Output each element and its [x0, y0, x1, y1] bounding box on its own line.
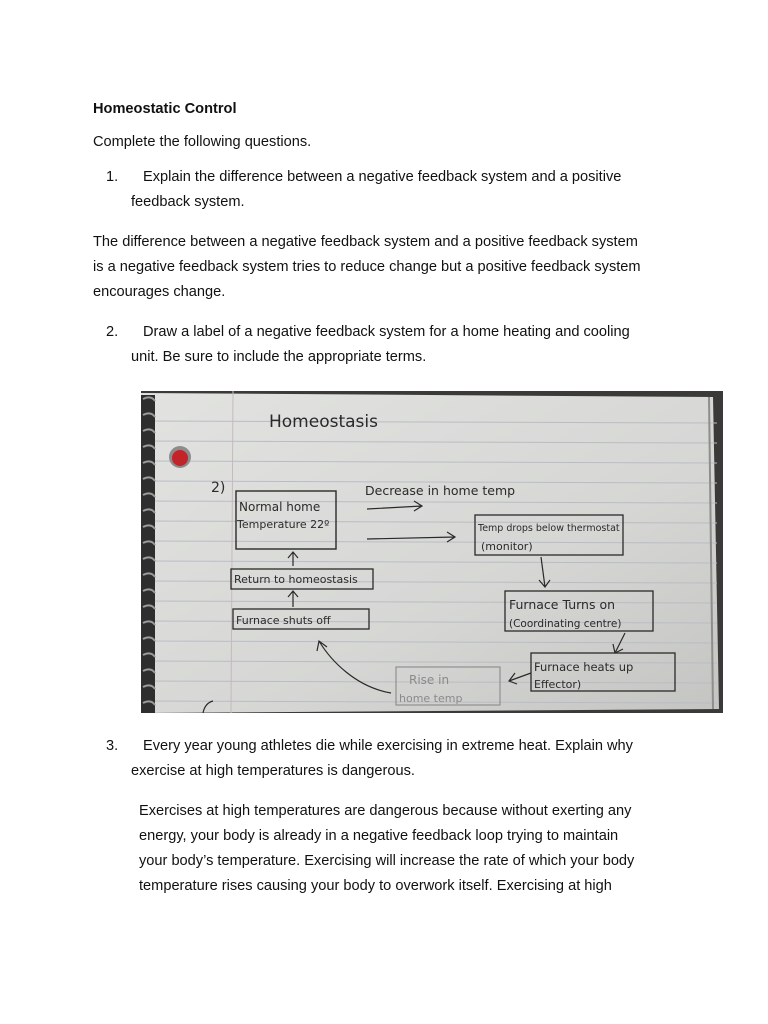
sketch-rise-line1: Rise in [409, 673, 450, 687]
question-number: 1. [106, 169, 119, 185]
sketch-furnace-heats: Furnace heats up [534, 660, 634, 674]
question-number: 3. [106, 738, 119, 754]
sketch-temp-drops: Temp drops below thermostat [478, 523, 620, 534]
answer-line: temperature rises causing your body to overwork itself. Exercising at high [139, 878, 612, 894]
sketch-rise-line2: home temp [399, 692, 463, 705]
document-title: Homeostatic Control [93, 101, 237, 117]
answer-line: The difference between a negative feedback system and a positive feedback system [93, 234, 638, 250]
answer-3 [139, 799, 699, 899]
feedback-diagram-photo [141, 391, 723, 713]
question-number: 2. [106, 324, 119, 340]
sketch-normal-line1: Normal home [239, 500, 321, 514]
question-3 [106, 734, 633, 784]
sketch-effector: Effector) [534, 678, 582, 691]
question-text: Every year young athletes die while exercising in extreme heat. Explain why [143, 738, 633, 754]
question-text: Explain the difference between a negative feedback system and a positive [143, 169, 622, 185]
question-text: Draw a label of a negative feedback system for a home heating and cooling [143, 324, 630, 340]
question-1 [106, 165, 621, 215]
answer-1 [93, 230, 693, 305]
sketch-number: 2) [211, 480, 226, 496]
instructions: Complete the following questions. [93, 134, 312, 150]
question-text: feedback system. [131, 194, 245, 210]
sketch-furnace-off: Furnace shuts off [236, 614, 331, 627]
answer-line: your body’s temperature. Exercising will increase the rate of which your body [139, 853, 635, 869]
question-2 [106, 320, 630, 370]
sketch-heading: Homeostasis [269, 412, 378, 432]
sketch-monitor: (monitor) [481, 540, 533, 553]
answer-line: encourages change. [93, 284, 226, 300]
answer-line: is a negative feedback system tries to reduce change but a positive feedback system [93, 259, 641, 275]
sketch-coordinating: (Coordinating centre) [509, 618, 622, 630]
sketch-normal-line2: Temperature 22º [237, 518, 330, 531]
sketch-return: Return to homeostasis [234, 573, 358, 586]
question-text: unit. Be sure to include the appropriate terms. [131, 349, 427, 365]
answer-line: Exercises at high temperatures are dangerous because without exerting any [139, 803, 632, 819]
answer-line: energy, your body is already in a negative feedback loop trying to maintain [139, 828, 619, 844]
sketch-decrease: Decrease in home temp [365, 483, 516, 498]
sketch-furnace-on: Furnace Turns on [509, 597, 616, 612]
question-text: exercise at high temperatures is dangerous. [131, 763, 415, 779]
